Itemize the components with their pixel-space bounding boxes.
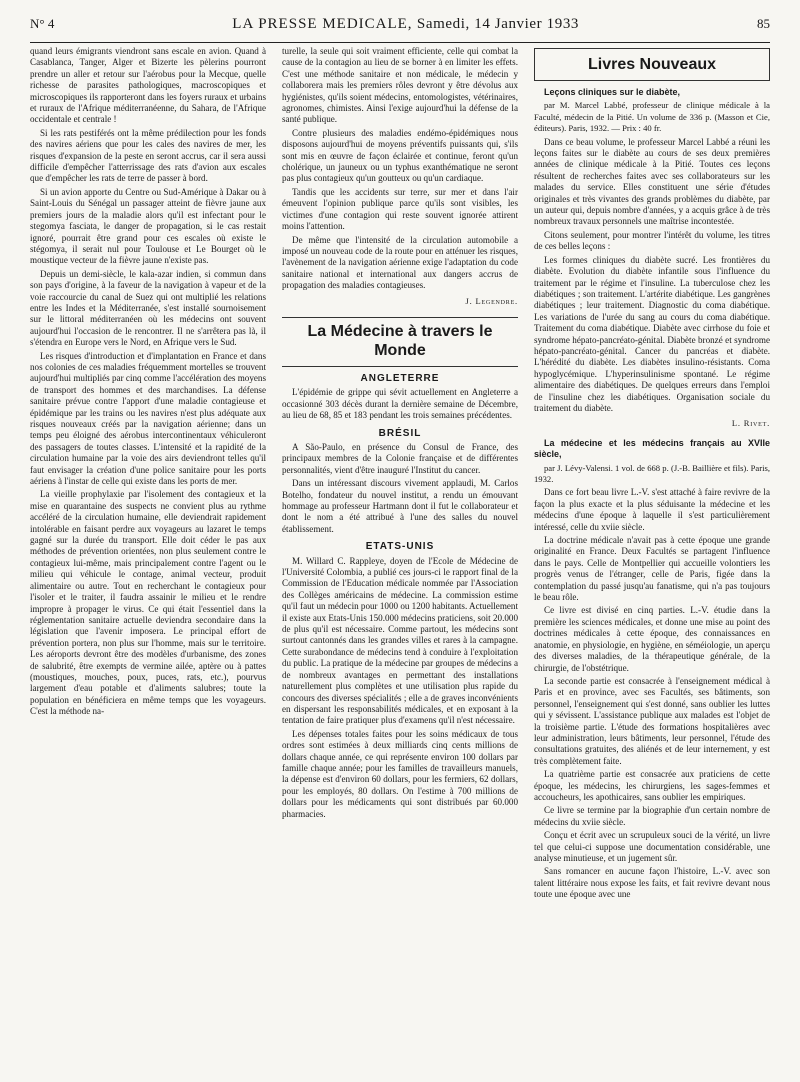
book-title-text: La médecine et les médecins français au XVIIe siècle,	[534, 437, 770, 460]
paragraph: M. Willard C. Rappleye, doyen de l'Ecole de Médecine de l'Université Colombia, a publié ces jours-ci le rapport final de la Commission de l'Education médicale nommée par l'Association des Collèges américains de médecine. La commission estime qu'il faut un médecin pour 1000 ou 1200 habitants. Actuellement il existe aux Etats-Unis 150.000 médecins praticiens, soit 20.000 de plus qu'il est nécessaire. Comme partout, les médecins sont surtout cantonnés dans les grandes villes et rares à la campagne. Cette surabondance de médecins tend à conduire à l'exploitation du public. La pratique de la médecine par groupes de médecins a de nombreux avantages en permettant des installations naturellement plus complètes et une utilisation plus rapide du concours des diverses spécialités ; elle a de graves inconvénients en dispersant les responsabilités médicales, et en exposant à la tentation de faire pratiquer plus d'examens qu'il n'est nécessaire.	[282, 555, 518, 726]
paragraph: Ce livre est divisé en cinq parties. L.-V. étudie dans la première les sciences médicales, et donne une mise au point des doctrines médicales à cette époque, des connaissances en anatomie, en physiologie, en hygiène, en séméiologie, un aperçu des diverses maladies, de la thérapeutique générale, de la chirurgie, de l'obstétrique.	[534, 605, 770, 673]
section-divider	[282, 317, 518, 318]
paragraph: Dans ce fort beau livre L.-V. s'est attaché à faire revivre de la façon la plus exacte et la plus séduisante la médecine et les médecins d'une époque à laquelle il s'est particulièrement intéressé, celle du xviie siècle.	[534, 487, 770, 532]
paragraph: Ce livre se termine par la biographie d'un certain nombre de médecins du xviie siècle.	[534, 805, 770, 827]
paragraph: De même que l'intensité de la circulation automobile a imposé un nouveau code de la route pour en atténuer les risques, l'avènement de la navigation aérienne exige l'adaptation du code sanitaire national et international aux dangers accrus de propagation des maladies contagieuses.	[282, 234, 518, 291]
country-heading-etats-unis: ETATS-UNIS	[365, 541, 435, 553]
book-title-text: Leçons cliniques sur le diabète,	[544, 87, 681, 97]
book-meta: par J. Lévy-Valensi. 1 vol. de 668 p. (J.-B. Baillière et fils). Paris, 1932.	[534, 462, 770, 484]
book-title	[534, 438, 770, 461]
paragraph: Dans un intéressant discours vivement applaudi, M. Carlos Botelho, fondateur du nouvel institut, a rendu un émouvant hommage au professeur Hartmann dont il fut le collaborateur et dont le nom a été attribué à l'une des salles du nouvel établissement.	[282, 478, 518, 534]
paragraph: Si les rats pestiférés ont la même prédilection pour les fonds des navires aériens que pour les cales des navires de mer, les risques d'expansion de la peste en seront accrus, car il sera aussi difficile d'empêcher l'atterrissage des rats d'avion aux escales que d'empêcher les rats de terre de passer à bord.	[30, 127, 266, 184]
paragraph: Citons seulement, pour montrer l'intérêt du volume, les titres de ces belles leçons :	[534, 229, 770, 252]
paragraph: La quatrième partie est consacrée aux praticiens de cette époque, les médecins, les chirurgiens, les sages-femmes et accoucheurs, les apothicaires, sans oublier les empiriques.	[534, 769, 770, 802]
page-number: 85	[756, 16, 770, 31]
masthead	[30, 16, 770, 43]
paragraph: Conçu et écrit avec un scrupuleux souci de la vérité, un livre tel que celui-ci suppose une documentation considérable, une analyse minutieuse, et un jugement sûr.	[534, 830, 770, 863]
section-divider	[282, 366, 518, 367]
paragraph: Les formes cliniques du diabète sucré. Les frontières du diabète. Evolution du diabète infantile sous l'influence du traitement par le régime et l'insuline. La tuberculose chez les diabétiques ; son traitement. L'artérite diabétique. Les gangrènes diabétiques ; leur traitement. Diagnostic du coma diabétique. Les variations de l'urée du sang au cours du coma diabétique. Traitement du coma diabétique. Diabète avec cirrhose du foie et syndrome hépato-pancréato-génital. Diabète bronzé et syndrome hépato-pancréato-génital. Cancer du pancréas et diabète. L'hérédité du diabète. Les diabètes insulino-résistants. Coma hypoglycémique. L'hyperinsulinisme spontané. Le régime alimentaire des diabétiques. De quelques erreurs dans l'emploi de l'insuline chez les diabétiques. Organisation sociale du traitement du diabète.	[534, 254, 770, 413]
column-2	[282, 46, 518, 1070]
book-title	[534, 87, 770, 98]
book-meta: par M. Marcel Labbé, professeur de clinique médicale à la Faculté, médecin de la Pitié. Un volume de 336 p. (Masson et Cie, éditeurs). Paris, 1932. — Prix : 40 fr.	[534, 100, 770, 134]
paragraph: Contre plusieurs des maladies endémo-épidémiques nous disposons aujourd'hui de moyens préventifs puissants qui, s'ils sont mis en œuvre de façon éclairée et continue, feront qu'un cholérique, un jauneux ou un typhus exanthématique ne seront pas plus contagieux qu'un goutteux ou qu'un cardiaque.	[282, 127, 518, 184]
paragraph: L'épidémie de grippe qui sévit actuellement en Angleterre a occasionné 303 décès durant la dernière semaine de Décembre, au lieu de 68, 85 et 183 pendant les trois semaines précédentes.	[282, 387, 518, 421]
article-signature: J. Legendre.	[465, 295, 518, 306]
paragraph: La vieille prophylaxie par l'isolement des contagieux et la mise en quarantaine des suspects ne convient plus au rythme accéléré de la circulation humaine, elle deviendrait rapidement intolérable en faisant perdre aux voyageurs au lazaret le temps gagné sur la durée du transport. Elle doit céder le pas aux méthodes de prévention orientées, non plus seulement contre le contagieux lui-même, mais principalement contre l'agent ou le milieu qui véhicule le contage, animal vecteur, produit alimentaire ou autre. Tout en recherchant le contagieux pour l'isoler et le traiter, il faudra assainir le milieu et le rendre impropre à propager le virus. Ce qui était l'essentiel dans la réglementation sanitaire actuelle deviendra secondaire dans la législation que l'avenir imposera. Le principal effort de prévention portera, non plus sur l'homme, mais sur le territoire. Les aéroports devront être des modèles d'urbanisme, des zones de salubrité, être exempts de vermine ailée, aptère ou à pattes (moustiques, mouches, poux, puces, rats, etc.), pourvus largement d'eau potable et d'aliments salubres; toute la population en bénéficiera en même temps que les voyageurs. C'est la méthode na-	[30, 489, 266, 717]
paragraph: quand leurs émigrants viendront sans escale en avion. Quand à Casablanca, Tanger, Alger et Bizerte les pèlerins pourront prendre un aller et retour sur l'aérobus pour la Mecque, quelle richesse de parasites pathologiques, macroscopiques et microscopiques ils rapporteront dans les foyers ruraux et urbains et ruraux de l'Afrique méditerranéenne, du Sahara, de l'Afrique occidentale et centrale !	[30, 46, 266, 125]
paragraph: Les dépenses totales faites pour les soins médicaux de tous ordres sont estimées à deux milliards cinq cents millions de dollars chaque année, ce qui représente environ 100 dollars par famille chaque année; pour les familles de travailleurs manuels, la dépense est d'environ 60 dollars, pour les fermiers, 62 dollars, pour les employés, 80 dollars. On l'estime à 700 millions de dollars pour les médicaments qui sont distribués par 60.000 pharmacies.	[282, 728, 518, 819]
country-heading-bresil: BRÉSIL	[378, 427, 422, 439]
paragraph: Si un avion apporte du Centre ou Sud-Amérique à Dakar ou à Saint-Louis du Sénégal un passager atteint de fièvre jaune aux premiers jours de la maladie alors qu'il est infectant pour le stegomya fasciata, le danger de propagation, si le cas restait ignoré, pourrait être grand pour ces escales où existe le stégomya, il serait nul pour Toulouse et Le Bourget où le moustique vecteur de la fièvre jaune n'existe pas.	[30, 186, 266, 266]
column-1	[30, 46, 266, 1070]
section-box	[534, 48, 770, 81]
columns	[30, 46, 770, 1070]
issue-number: N° 4	[30, 16, 55, 31]
review-signature: L. Rivet.	[731, 418, 770, 429]
paragraph: Tandis que les accidents sur terre, sur mer et dans l'air émeuvent l'opinion publique parce qu'ils sont visibles, les victimes d'une contagion qui reste souvent ignorée attirent moins l'attention.	[282, 186, 518, 232]
paragraph: La doctrine médicale n'avait pas à cette époque une grande originalité en France. Deux Facultés se partagent l'influence dans le pays. Celle de Montpellier qui accueille volontiers les progrès venus de l'étranger, celle de Paris, figée dans la contemplation du passé jusqu'au fanatisme, qui n'a pas toujours le beau rôle.	[534, 535, 770, 603]
paragraph: La seconde partie est consacrée à l'enseignement médical à Paris et en province, avec ses Facultés, ses bâtiments, son personnel, l'enseignement qui s'est donné, sans oublier les luttes qui y sévissent. L'assistance publique aux malades est l'objet de la troisième partie. L'étude des formations hospitalières avec leur administration, leurs bâtiments, leur personnel, l'étude des consultations gratuites, des aliénés et de leur internement, y est très complètement faite.	[534, 675, 770, 766]
paragraph: Depuis un demi-siècle, le kala-azar indien, si commun dans son pays d'origine, à la faveur de la navigation à vapeur et de la voie raccourcie du canal de Suez qui ont multiplié les relations entre les Indes et la Méditerranée, s'est installé sournoisement sur le littoral méditerranéen où les médecins ont souvent aujourd'hui l'occasion de le rencontrer. Il ne s'arrêtera pas là, il s'étendra en Europe vers le Nord, en Afrique vers le Sud.	[30, 268, 266, 348]
journal-name: LA PRESSE MEDICALE,	[232, 16, 413, 32]
paragraph: A São-Paulo, en présence du Consul de France, des principaux membres de la Colonie française et de différentes personnalités, vient d'être inauguré l'Institut du cancer.	[282, 441, 518, 475]
issue-date: Samedi, 14 Janvier 1933	[416, 16, 580, 32]
section-title-livres: Livres Nouveaux	[587, 56, 717, 73]
masthead-title	[232, 16, 579, 33]
column-3	[534, 46, 770, 1070]
paragraph: Dans ce beau volume, le professeur Marcel Labbé a réuni les leçons faites sur le diabète au cours de ses deux premières années de clinique médicale à la Pitié. Toutes ces leçons résultent de recherches faites avec ses collaborateurs sur les malades du service. Elles constituent une série d'études originales et très vivantes des grands problèmes du diabète, par un auteur qui, depuis nombre d'années, y a acquis grâce à de très nombreux travaux personnels une maîtrise incontestée.	[534, 136, 770, 227]
paragraph: Sans romancer en aucune façon l'histoire, L.-V. avec son talent littéraire nous expose les faits, et fait revivre devant nous toute une époque avec une	[534, 866, 770, 900]
country-heading-angleterre: ANGLETERRE	[360, 372, 440, 384]
section-title-medecine-monde: La Médecine à travers le Monde	[307, 322, 493, 359]
paragraph: turelle, la seule qui soit vraiment efficiente, celle qui combat la cause de la contagion au lieu de se borner à en limiter les effets. C'est une méthode sanitaire et non médicale, le médecin y collaborera mais les premiers rôles devront y être dévolus aux hygiénistes, qu'ils soient médecins, entomologistes, vétérinaires, agronomes, chimistes. Ainsi l'exige aujourd'hui la défense de la santé publique.	[282, 46, 518, 125]
paragraph: Les risques d'introduction et d'implantation en France et dans nos colonies de ces maladies fréquemment mortelles se trouvent aujourd'hui multipliés par cinq comme l'accélération des moyens de transport des hommes et des marchandises. La défense sanitaire prévue contre l'apport d'une maladie contagieuse et épidémique par les trains ou les navires n'est plus adéquate aux risques nouveaux créés par la navigation aérienne; dans un temps peu éloigné des aérobus intercontinentaux véhiculeront des passagers de toutes classes. L'intensité et la rapidité de la circulation humaine par la voie des airs deviendront telles qu'il faut envisager la création d'une police sanitaire pour les ports aériens à l'instar de celle qui existe dans les ports de mer.	[30, 350, 266, 487]
